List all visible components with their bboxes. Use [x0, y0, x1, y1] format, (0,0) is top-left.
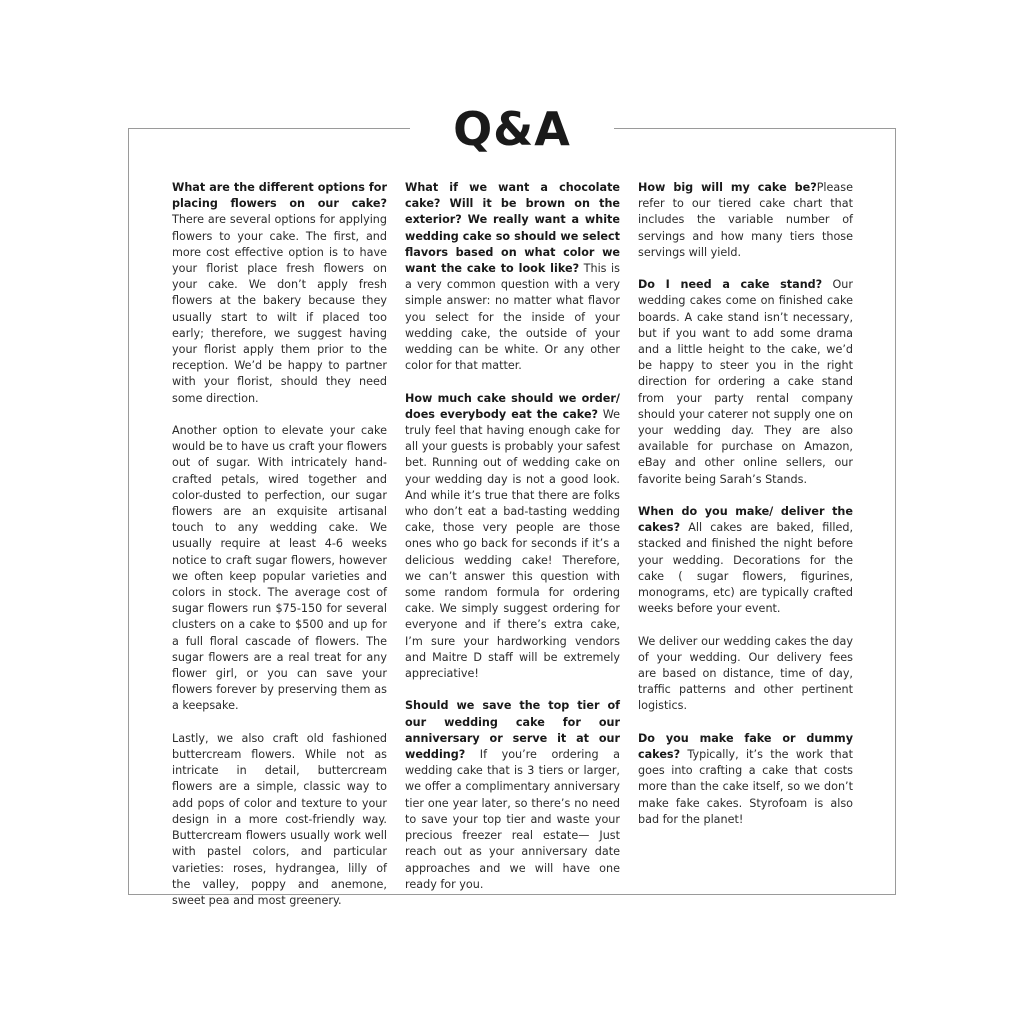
- qa-item: [638, 180, 853, 261]
- answer: Our wedding cakes come on finished cake boards. A cake stand isn’t necessary, but if you want to add some drama and a little height to the cake, we’d be happy to steer you in the right direction for ordering a cake stand from your party rental company should your caterer not supply one on your wedding day. They are also available for purchase on Amazon, eBay and other online sellers, our favorite being Sarah’s Stands.: [638, 278, 853, 486]
- qa-item: [405, 391, 620, 683]
- question: Do you make fake or dummy cakes?: [638, 731, 853, 762]
- question: Do I need a cake stand?: [638, 278, 823, 292]
- question: When do you make/ deliver the cakes?: [638, 505, 853, 535]
- page-title: Q&A: [453, 102, 571, 156]
- answer: We deliver our wedding cakes the day of your wedding. Our delivery fees are based on distance, time of day, traffic patterns and other pertinent logistics.: [638, 634, 853, 713]
- question: Should we save the top tier of our wedding cake for our anniversary or serve it at our wedding?: [405, 699, 620, 762]
- qa-item: [172, 423, 387, 715]
- answer: Typically, it’s the work that goes into crafting a cake that costs more than the cake itself, so we don’t make fake cakes. Styrofoam is also bad for the planet!: [638, 748, 853, 826]
- question: How much cake should we order/ does everybody eat the cake?: [405, 391, 620, 421]
- column-2: [405, 180, 620, 909]
- qa-item: [172, 180, 387, 407]
- answer: We truly feel that having enough cake for all your guests is probably your safest bet. Running out of wedding cake on your wedding day is not a good look. And while it’s true that there are folks who don’t eat a bad-tasting wedding cake, those very people are those ones who go back for seconds if it’s a delicious wedding cake! Therefore, we can’t answer this question with some random formula for ordering cake. We simply suggest ordering for everyone and if there’s extra cake, I’m sure your hardworking vendors and Maitre D staff will be extremely appreciative!: [405, 407, 620, 681]
- column-3: [638, 180, 853, 844]
- question: What are the different options for placing flowers on our cake?: [172, 181, 387, 211]
- answer: Please refer to our tiered cake chart that includes the variable number of servings and how many tiers those servings will yield.: [638, 181, 853, 259]
- qa-item: [405, 698, 620, 892]
- answer: There are several options for applying flowers to your cake. The first, and more cost effective option is to have your florist place fresh flowers on your cake. We don’t apply fresh flowers at the bakery because they usually start to wilt if placed too early; therefore, we suggest having your florist apply them prior to the reception. We’d be happy to partner with your florist, should they need some direction.: [172, 213, 387, 405]
- question: What if we want a chocolate cake? Will it be brown on the exterior? We really want a white wedding cake so should we select flavors based on what color we want the cake to look like?: [405, 181, 620, 276]
- column-1: [172, 180, 387, 925]
- answer: Another option to elevate your cake would be to have us craft your flowers out of sugar. With intricately hand-crafted petals, wired together and color-dusted to perfection, our sugar flowers are an exquisite artisanal touch to any wedding cake. We usually require at least 4-6 weeks notice to craft sugar flowers, however we often keep popular varieties and colors in stock. The average cost of sugar flowers run $75-150 for several clusters on a cake to $500 and up for a full floral cascade of flowers. The sugar flowers are a real treat for any flower girl, or you can save your flowers forever by preserving them as a keepsake.: [172, 424, 388, 713]
- answer: Lastly, we also craft old fashioned buttercream flowers. While not as intricate in detail, buttercream flowers are a simple, classic way to add pops of color and texture to your design in a more cost-friendly way. Buttercream flowers usually work well with pastel colors, and particular varieties: roses, hydrangea, lilly of the valley, poppy and anemone, sweet pea and most greenery.: [172, 731, 387, 907]
- qa-item: [638, 731, 853, 828]
- qa-item: [638, 504, 853, 617]
- qa-item: [638, 277, 853, 488]
- question: How big will my cake be?: [638, 181, 817, 194]
- answer: If you’re ordering a wedding cake that is 3 tiers or larger, we offer a complimentary anniversary tier one year later, so there’s no need to save your top tier and waste your precious freezer real estate— Just reach out as your anniversary date approaches and we will have one ready for you.: [405, 748, 620, 891]
- answer: This is a very common question with a very simple answer: no matter what flavor you select for the inside of your wedding cake, the outside of your wedding can be white. Or any other color for that matter.: [405, 262, 620, 373]
- qa-item: [405, 180, 620, 374]
- qa-item: [638, 634, 853, 715]
- qa-item: [172, 731, 387, 909]
- answer: All cakes are baked, filled, stacked and finished the night before your wedding. Decorations for the cake ( sugar flowers, figurines, monograms, etc) are typically crafted weeks before your event.: [638, 521, 853, 616]
